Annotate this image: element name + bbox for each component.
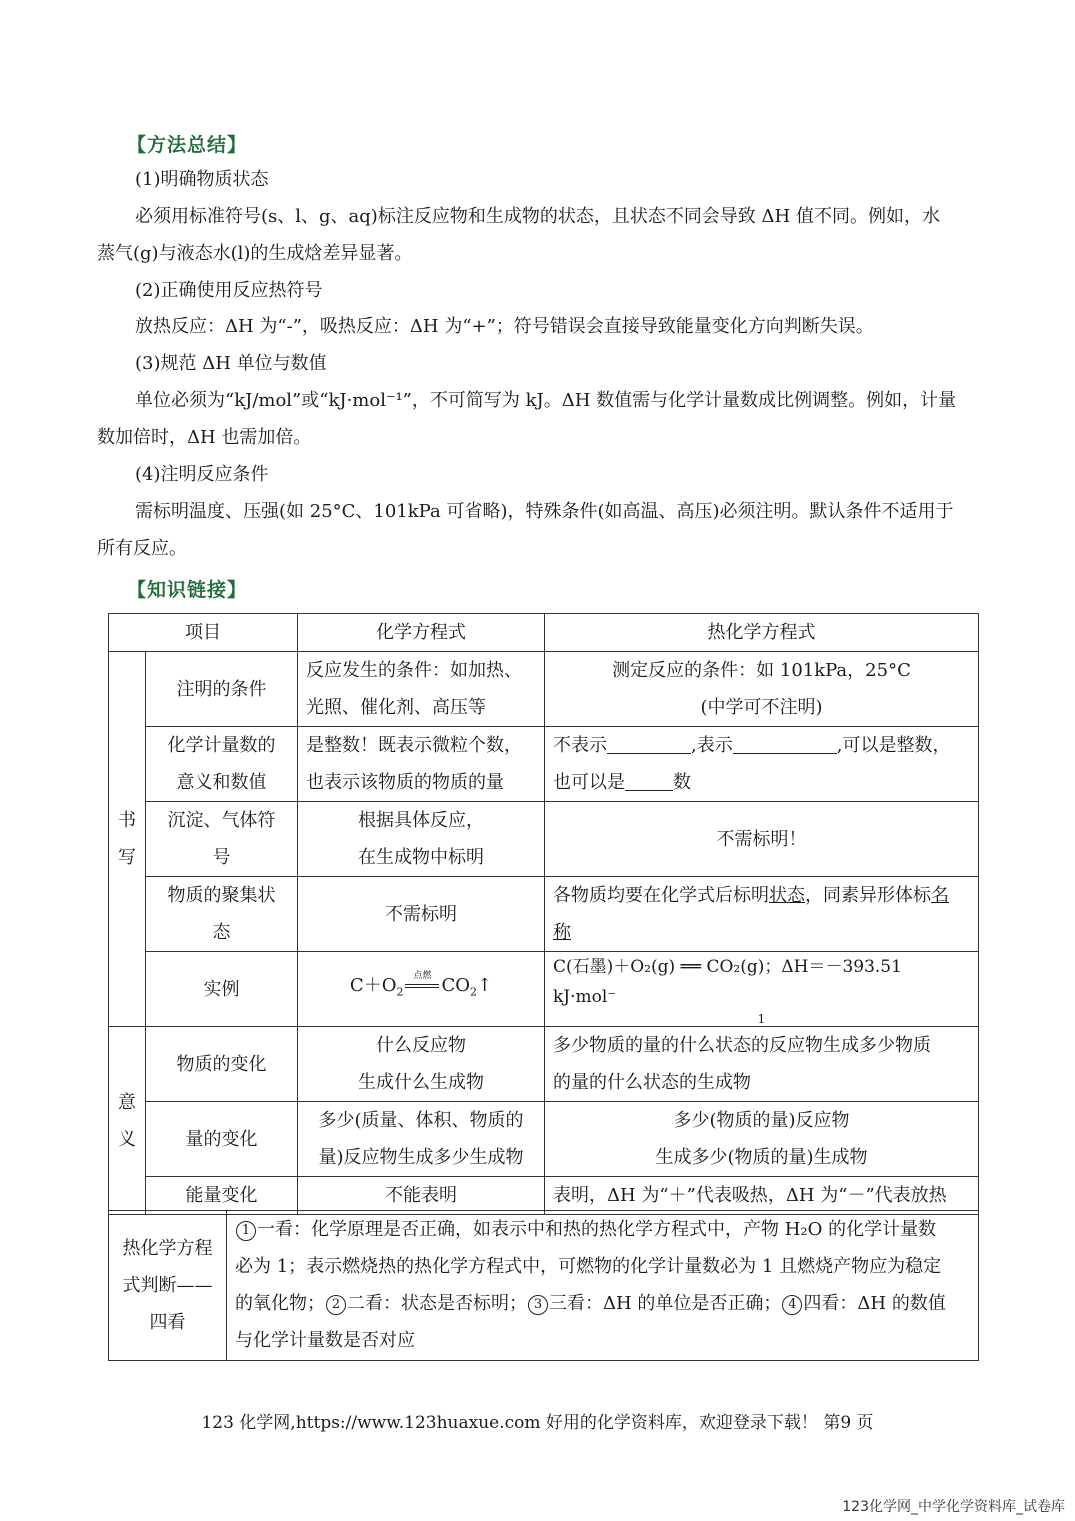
method-line-2: 必须用标准符号(s、l、g、aq)标注反应物和生成物的状态，且状态不同会导致 ΔH 值不同。例如，水 xyxy=(135,206,940,227)
label-precipitate: 沉淀、气体符 号 xyxy=(146,802,298,877)
header-item: 项目 xyxy=(109,614,298,652)
label-energy-change: 能量变化 xyxy=(146,1177,298,1215)
group-meaning: 意 义 xyxy=(109,1027,146,1215)
label-quantity-change: 量的变化 xyxy=(146,1102,298,1177)
thermo-conditions: 测定反应的条件：如 101kPa，25°C (中学可不注明) xyxy=(545,652,979,727)
circled-number-2: 2 xyxy=(326,1295,346,1315)
fill-blank-3 xyxy=(625,770,673,791)
method-line-10: 需标明温度、压强(如 25°C、101kPa 可省略)，特殊条件(如高温、高压)必须注明。默认条件不适用于 xyxy=(135,501,954,522)
thermo-quantity-change: 多少(物质的量)反应物 生成多少(物质的量)生成物 xyxy=(545,1102,979,1177)
chem-coefficients: 是整数！既表示微粒个数， 也表示该物质的物质的量 xyxy=(298,727,545,802)
method-line-3: 蒸气(g)与液态水(l)的生成焓差异显著。 xyxy=(97,243,413,264)
chem-energy-change: 不能表明 xyxy=(298,1177,545,1215)
method-summary-heading: 【方法总结】 xyxy=(127,134,248,156)
comparison-table xyxy=(108,613,979,1215)
table-row-energy-change xyxy=(109,1177,979,1215)
method-line-5: 放热反应：ΔH 为“-”，吸热反应：ΔH 为“+”；符号错误会直接导致能量变化方向判断失误。 xyxy=(135,316,874,337)
judge-label: 热化学方程 式判断—— 四看 xyxy=(109,1211,227,1361)
thermo-state: 各物质均要在化学式后标明状态，同素异形体标名 称 xyxy=(545,877,979,952)
table-row-conditions xyxy=(109,652,979,727)
chem-matter-change: 什么反应物 生成什么生成物 xyxy=(298,1027,545,1102)
knowledge-link-heading: 【知识链接】 xyxy=(127,579,248,601)
table-row-state xyxy=(109,877,979,952)
method-line-11: 所有反应。 xyxy=(97,538,187,559)
method-line-8: 数加倍时，ΔH 也需加倍。 xyxy=(97,427,312,448)
circled-number-4: 4 xyxy=(782,1295,802,1315)
table-row-quantity-change xyxy=(109,1102,979,1177)
table-row-matter-change xyxy=(109,1027,979,1102)
fill-blank-1 xyxy=(607,733,691,754)
table-header-row xyxy=(109,614,979,652)
method-line-1: (1)明确物质状态 xyxy=(135,169,269,190)
header-chem-equation: 化学方程式 xyxy=(298,614,545,652)
method-line-4: (2)正确使用反应热符号 xyxy=(135,280,323,301)
thermo-coefficients: 不表示 ,表示 ,可以是整数， 也可以是 数 xyxy=(545,727,979,802)
judge-content: 1 一看：化学原理是否正确，如表示中和热的热化学方程式中，产物 H₂O 的化学计量数 必为 1；表示燃烧热的热化学方程式中，可燃物的化学计量数必为 1 且燃烧产物应为稳定 的氧化物； 2 二看：状态是否标明； 3 三看：ΔH 的单位是否正确； 4 四看：ΔH 的数值 与化学计量数是否对应 xyxy=(227,1211,979,1361)
chem-example-equation: $C+O_2$ 点燃 $CO_2↑$ xyxy=(298,952,545,1027)
thermo-precipitate: 不需标明！ xyxy=(545,802,979,877)
chem-precipitate: 根据具体反应， 在生成物中标明 xyxy=(298,802,545,877)
method-line-7: 单位必须为“kJ/mol”或“kJ·mol⁻¹”，不可简写为 kJ。ΔH 数值需与化学计量数成比例调整。例如，计量 xyxy=(135,390,957,411)
circled-number-1: 1 xyxy=(236,1221,256,1241)
thermo-matter-change: 多少物质的量的什么状态的反应物生成多少物质 的量的什么状态的生成物 xyxy=(545,1027,979,1102)
group-writing: 书 写 xyxy=(109,652,146,1027)
table-row-precipitate xyxy=(109,802,979,877)
watermark-text: 123化学网_中学化学资料库_试卷库 xyxy=(842,1499,1065,1515)
label-coefficients: 化学计量数的 意义和数值 xyxy=(146,727,298,802)
fill-blank-2 xyxy=(733,733,837,754)
circled-number-3: 3 xyxy=(528,1295,548,1315)
reaction-condition-sign: 点燃 xyxy=(403,977,441,993)
table-row-example xyxy=(109,952,979,1027)
chem-conditions: 反应发生的条件：如加热、 光照、催化剂、高压等 xyxy=(298,652,545,727)
thermo-energy-change: 表明，ΔH 为“＋”代表吸热，ΔH 为“－”代表放热 xyxy=(545,1177,979,1215)
table-row-coefficients xyxy=(109,727,979,802)
header-thermo-equation: 热化学方程式 xyxy=(545,614,979,652)
chem-quantity-change: 多少(质量、体积、物质的 量)反应物生成多少生成物 xyxy=(298,1102,545,1177)
label-conditions: 注明的条件 xyxy=(146,652,298,727)
judge-table xyxy=(108,1210,979,1361)
label-matter-change: 物质的变化 xyxy=(146,1027,298,1102)
page-footer: 123 化学网,https://www.123huaxue.com 好用的化学资料库，欢迎登录下载！ 第9 页 xyxy=(201,1413,874,1433)
label-example: 实例 xyxy=(146,952,298,1027)
chem-state: 不需标明 xyxy=(298,877,545,952)
thermo-example-equation: C(石墨)＋O₂(g) ══ CO₂(g)；ΔH＝－393.51 kJ·mol⁻ 1 xyxy=(545,952,979,1027)
method-line-9: (4)注明反应条件 xyxy=(135,464,269,485)
method-line-6: (3)规范 ΔH 单位与数值 xyxy=(135,353,327,374)
label-state: 物质的聚集状 态 xyxy=(146,877,298,952)
